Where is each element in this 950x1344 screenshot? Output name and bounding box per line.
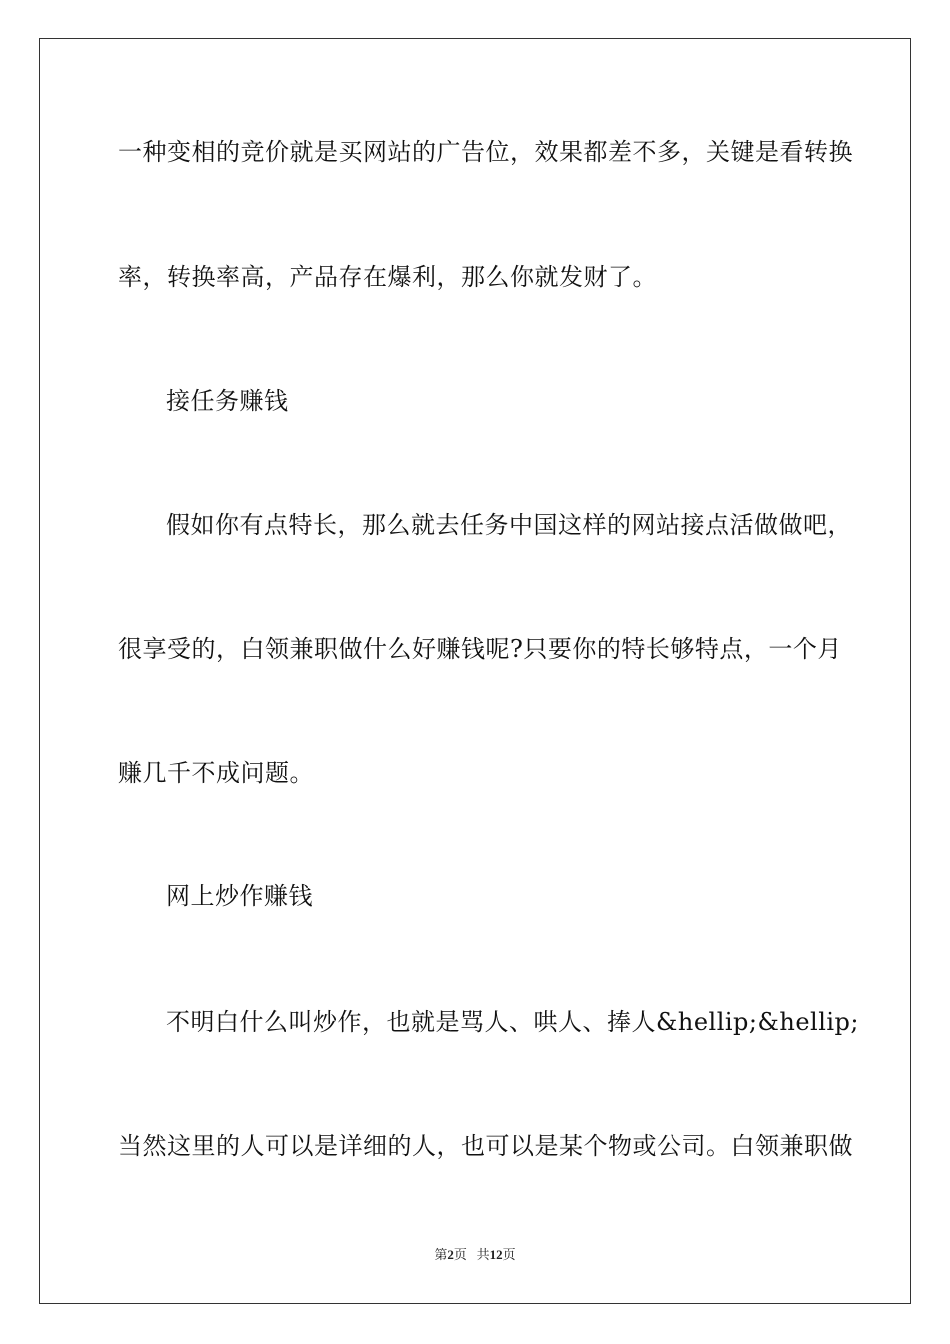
- section-heading: 接任务赚钱: [166, 387, 289, 415]
- page-suffix: 页: [453, 1247, 467, 1262]
- body-text-line: 很享受的，白领兼职做什么好赚钱呢?只要你的特长够特点，一个月: [118, 635, 842, 663]
- paragraph-start-line: 假如你有点特长，那么就去任务中国这样的网站接点活做做吧，: [166, 511, 852, 539]
- total-pages: 12: [489, 1247, 503, 1262]
- total-prefix: 共: [476, 1247, 490, 1262]
- body-text-line: 当然这里的人可以是详细的人，也可以是某个物或公司。白领兼职做: [118, 1132, 853, 1160]
- page-prefix: 第: [434, 1247, 448, 1262]
- section-heading: 网上炒作赚钱: [166, 882, 313, 910]
- paragraph-start-line: 不明白什么叫炒作，也就是骂人、哄人、捧人&hellip;&hellip;: [166, 1008, 859, 1036]
- body-text-line: 赚几千不成问题。: [118, 759, 314, 787]
- body-text-line: 率，转换率高，产品存在爆利，那么你就发财了。: [118, 263, 657, 291]
- page-footer: [0, 1246, 950, 1264]
- page-border: [39, 38, 911, 1304]
- body-text-line: 一种变相的竞价就是买网站的广告位，效果都差不多，关键是看转换: [118, 138, 853, 166]
- total-suffix: 页: [502, 1247, 516, 1262]
- page-number: 2: [447, 1247, 454, 1262]
